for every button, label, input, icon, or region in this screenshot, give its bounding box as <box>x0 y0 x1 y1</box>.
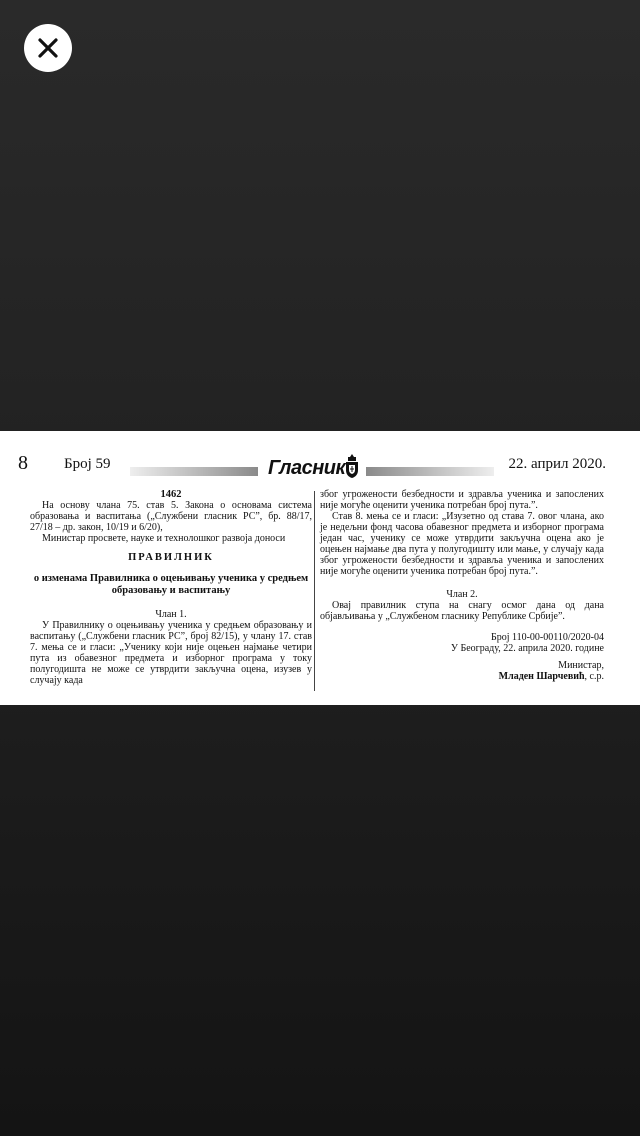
paragraph-8: Став 8. мења се и гласи: „Изузетно од става 7. овог члана, ако је недељни фонд часова обавезног предмета и изборног програма један час, ученику се може утврдити закључна оцена ако је оцењен најмање два пута у полугодишту или мање, у случају када због угрожености безбедности и здравља ученика и запослених није могуће оценити ученика потребан број пута.”. <box>320 511 604 577</box>
left-column <box>30 489 312 686</box>
coat-of-arms-icon <box>344 453 360 479</box>
issue-date: 22. април 2020. <box>508 456 606 472</box>
signatory-title: Министар, <box>558 660 604 671</box>
place-date: У Београду, 22. априла 2020. године <box>450 643 604 654</box>
issue-number: Број 59 <box>64 456 111 472</box>
right-column <box>320 489 604 682</box>
document-subtitle: о изменама Правилника о оцењивању ученика у средњем образовању и васпитању <box>33 573 309 596</box>
close-button[interactable] <box>24 24 72 72</box>
article-1-continuation: због угрожености безбедности и здравља ученика и запослених није могуће оценити ученика потребан број пута.”. <box>320 489 604 511</box>
header-bar-left <box>130 467 258 476</box>
close-icon <box>37 37 59 59</box>
signatory-name: Младен Шарчевић <box>498 671 585 682</box>
header-bar-right <box>366 467 494 476</box>
preamble: На основу члана 75. став 5. Закона о основама система образовања и васпитања („Службени гласник РС”, бр. 88/17, 27/18 – др. закон, 10/19 и 6/20), <box>30 500 312 533</box>
signatory-suffix: , с.р. <box>584 671 604 682</box>
article-1-text: У Правилнику о оцењивању ученика у средњем образовању и васпитању („Службени гласник РС”, број 82/15), у члану 17. став 7. мења се и гласи: „Ученику који није оцењен најмање четири пута из обавезног предмета и изборног програма у току полугодишта не може се утврдити закључна оцена, изузев у случају када <box>30 620 312 686</box>
logo-text: Гласник <box>268 457 346 479</box>
page-header <box>0 431 640 487</box>
reference-number: Број 110-00-00110/2020-04 <box>490 632 604 643</box>
article-2-text: Овај правилник ступа на снагу осмог дана од дана објављивања у „Службеном гласнику Републике Србије”. <box>320 600 604 622</box>
document-image <box>0 431 640 705</box>
page-number: 8 <box>18 452 28 474</box>
article-1-heading: Члан 1. <box>155 609 187 620</box>
column-divider <box>314 491 315 691</box>
signatory <box>320 671 604 682</box>
document-title: ПРАВИЛНИК <box>128 552 214 563</box>
act-number: 1462 <box>160 489 182 500</box>
glasnik-logo <box>262 453 362 481</box>
article-2-heading: Члан 2. <box>446 589 478 600</box>
minister-line: Министар просвете, науке и технолошког развоја доноси <box>42 533 286 544</box>
